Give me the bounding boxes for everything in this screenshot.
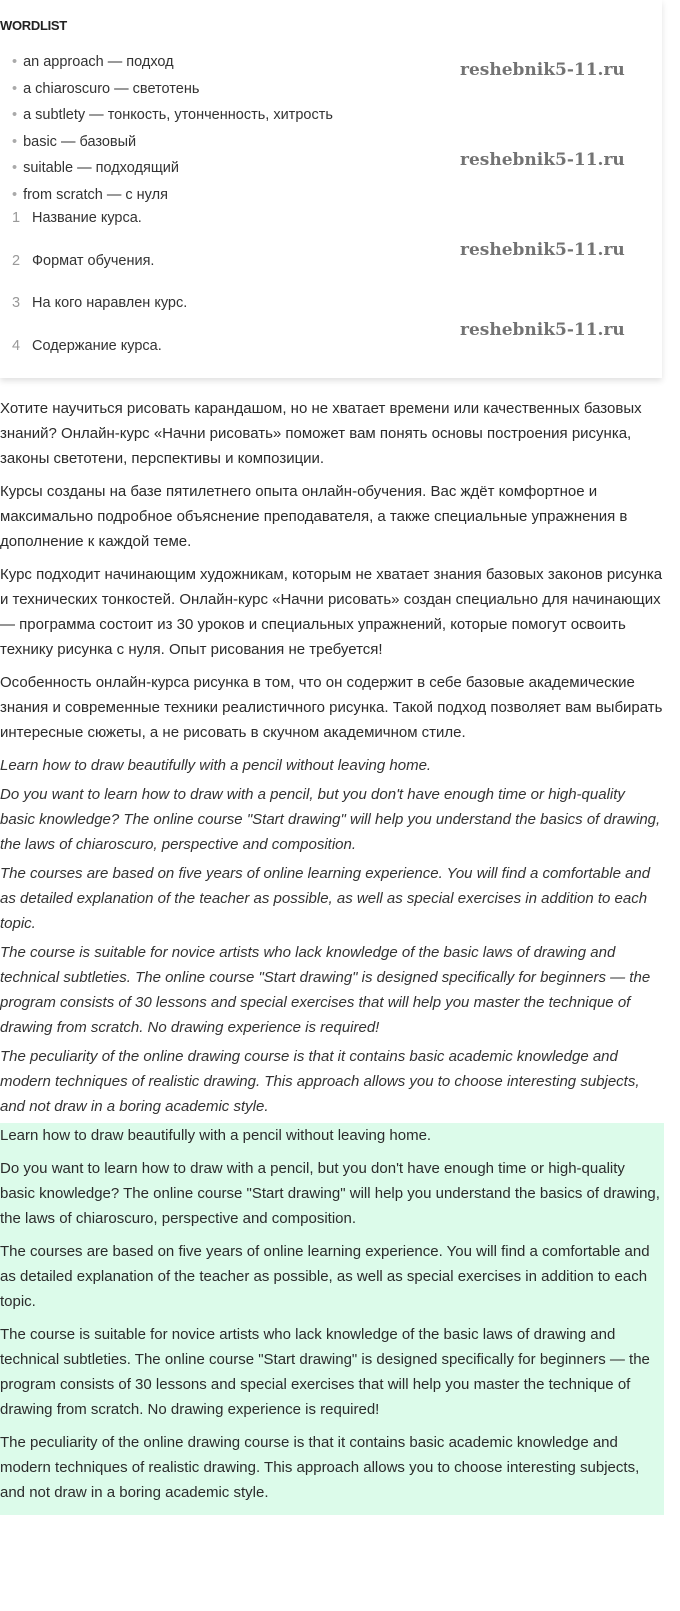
- paragraph: Хотите научиться рисовать карандашом, но не хватает времени или качественных базовых знаний? Онлайн-курс «Начни рисовать» поможет вам понять основы построения рисунка, законы светотени, перспективы и композиции.: [0, 400, 642, 467]
- main-content: [0, 396, 664, 1515]
- word-item: • from scratch — с нуля: [12, 186, 168, 203]
- wordlist-panel: [0, 0, 662, 378]
- word-item: • suitable — подходящий: [12, 160, 179, 176]
- watermark: reshebnik5-11.ru: [460, 150, 625, 170]
- wordlist-title: WORDLIST: [0, 18, 67, 33]
- question-item: 1 Название курса.: [12, 210, 142, 226]
- bullet-icon: •: [12, 107, 18, 123]
- question-item: 3 На кого наравлен курс.: [12, 295, 188, 311]
- russian-text: [0, 396, 664, 745]
- watermark: reshebnik5-11.ru: [460, 320, 625, 340]
- word-item: • a chiaroscuro — светотень: [12, 80, 200, 97]
- paragraph: The course is suitable for novice artists who lack knowledge of the basic laws of drawing and technical subtleties. The online course "Start drawing" is designed specifically for beginners — the program consists of 30 lessons and special exercises that will help you master the technique of drawing from scratch. No drawing experience is required!: [0, 1326, 650, 1418]
- word-item: • a subtlety — тонкость, утонченность, хитрость: [12, 107, 333, 123]
- paragraph: Learn how to draw beautifully with a pencil without leaving home.: [0, 757, 432, 774]
- question-item: 2 Формат обучения.: [12, 252, 155, 269]
- paragraph: Курсы созданы на базе пятилетнего опыта онлайн-обучения. Вас ждёт комфортное и максимально подробное объяснение преподавателя, а также специальные упражнения в дополнение к каждой теме.: [0, 483, 628, 550]
- paragraph: The peculiarity of the online drawing course is that it contains basic academic knowledge and modern techniques of realistic drawing. This approach allows you to choose interesting subjects, and not draw in a boring academic style.: [0, 1434, 640, 1501]
- paragraph: Особенность онлайн-курса рисунка в том, что он содержит в себе базовые академические знания и современные техники реалистичного рисунка. Такой подход позволяет вам выбирать интересные сюжеты, а не рисовать в скучном академичном стиле.: [0, 674, 663, 741]
- paragraph: Do you want to learn how to draw with a pencil, but you don't have enough time or high-quality basic knowledge? The online course "Start drawing" will help you understand the basics of drawing, the laws of chiaroscuro, perspective and composition.: [0, 786, 661, 853]
- paragraph: Курс подходит начинающим художникам, которым не хватает знания базовых законов рисунка и технических тонкостей. Онлайн-курс «Начни рисовать» создан специально для начинающих — программа состоит из 30 уроков и специальных упражнений, которые помогут освоить технику рисунка с нуля. Опыт рисования не требуется!: [0, 566, 663, 658]
- bullet-icon: •: [12, 186, 18, 203]
- paragraph: Learn how to draw beautifully with a pencil without leaving home.: [0, 1127, 432, 1144]
- paragraph: The courses are based on five years of online learning experience. You will find a comfortable and as detailed explanation of the teacher as possible, as well as special exercises in addition to each topic.: [0, 1243, 650, 1310]
- bullet-icon: •: [12, 160, 18, 176]
- paragraph: Do you want to learn how to draw with a pencil, but you don't have enough time or high-quality basic knowledge? The online course "Start drawing" will help you understand the basics of drawing, the laws of chiaroscuro, perspective and composition.: [0, 1160, 660, 1227]
- word-item: • basic — базовый: [12, 133, 137, 150]
- watermark: reshebnik5-11.ru: [460, 240, 625, 260]
- bullet-icon: •: [12, 80, 18, 97]
- question-list: [12, 208, 187, 378]
- bullet-icon: •: [12, 54, 18, 70]
- watermark: reshebnik5-11.ru: [460, 60, 625, 80]
- english-translation-italic: [0, 753, 664, 1119]
- bullet-icon: •: [12, 133, 18, 150]
- paragraph: The course is suitable for novice artists who lack knowledge of the basic laws of drawing and technical subtleties. The online course "Start drawing" is designed specifically for beginners — the program consists of 30 lessons and special exercises that will help you master the technique of drawing from scratch. No drawing experience is required!: [0, 944, 651, 1036]
- answer-block: [0, 1123, 664, 1515]
- word-item: • an approach — подход: [12, 54, 174, 70]
- paragraph: The peculiarity of the online drawing course is that it contains basic academic knowledge and modern techniques of realistic drawing. This approach allows you to choose interesting subjects, and not draw in a boring academic style.: [0, 1048, 640, 1115]
- paragraph: The courses are based on five years of online learning experience. You will find a comfortable and as detailed explanation of the teacher as possible, as well as special exercises in addition to each topic.: [0, 865, 651, 932]
- wordlist: [12, 52, 333, 211]
- question-item: 4 Содержание курса.: [12, 337, 162, 354]
